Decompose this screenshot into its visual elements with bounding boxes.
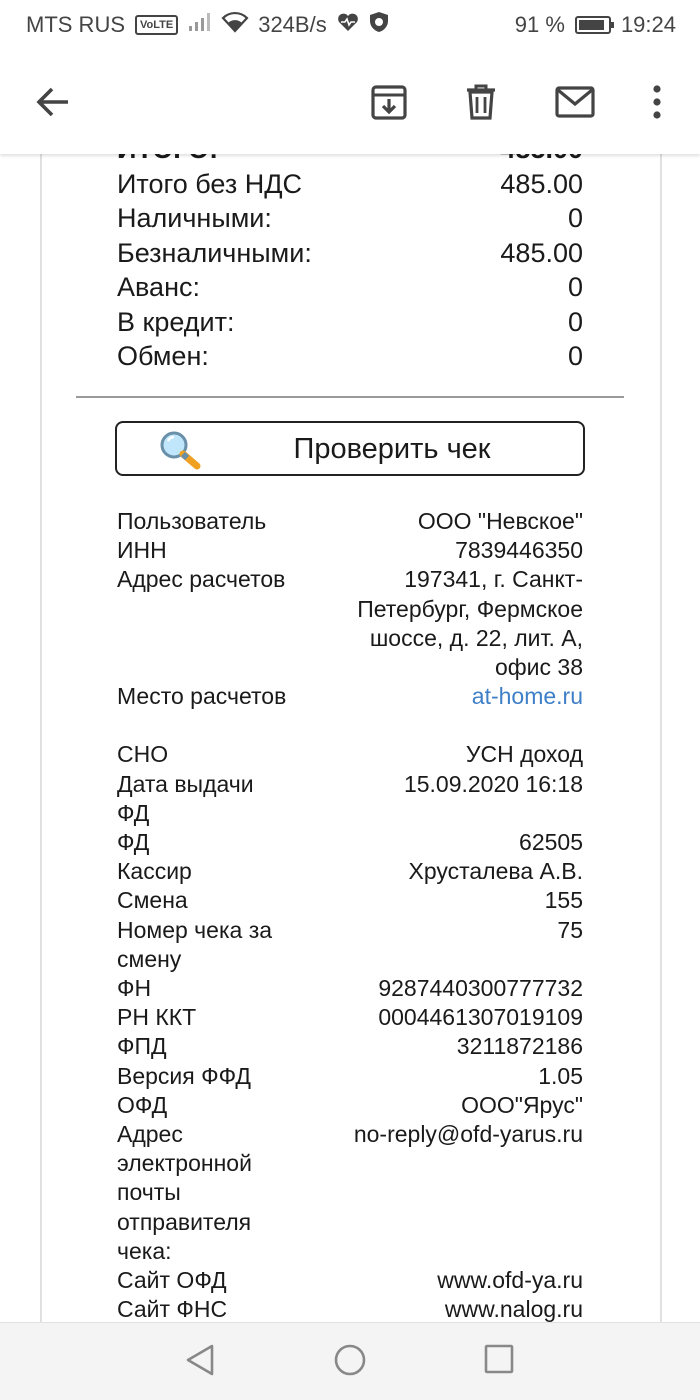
magnifier-icon <box>159 430 203 475</box>
detail-label: Адрес электронной почты отправителя чека: <box>117 1121 252 1264</box>
detail-label: ФПД <box>117 1033 167 1060</box>
more-vert-icon <box>652 85 662 119</box>
settlement-site-link[interactable]: at-home.ru <box>471 683 583 710</box>
detail-row <box>117 828 583 857</box>
detail-value: 3211872186 <box>456 1033 583 1060</box>
detail-row <box>117 974 583 1003</box>
detail-row <box>117 857 583 886</box>
status-bar <box>0 0 700 50</box>
total-no-vat-value: 485.00 <box>500 168 583 199</box>
detail-row <box>117 916 583 974</box>
network-speed: 324B/s <box>258 12 327 37</box>
detail-label: Версия ФФД <box>117 1062 251 1089</box>
detail-value: 7839446350 <box>455 537 583 564</box>
detail-value: ООО "Невское" <box>417 508 583 534</box>
detail-value: 75 <box>557 916 583 943</box>
cashless-row <box>117 236 583 271</box>
system-nav-bar <box>0 1322 700 1400</box>
battery-level <box>579 20 604 30</box>
detail-value: 155 <box>544 887 583 914</box>
exchange-row <box>117 339 583 374</box>
trash-icon <box>465 84 497 120</box>
home-circle-icon <box>333 1343 367 1377</box>
detail-value: 62505 <box>519 829 583 856</box>
detail-row <box>117 1032 583 1061</box>
totals-section <box>117 132 583 374</box>
detail-label: ОФД <box>117 1091 168 1118</box>
cashless-value: 485.00 <box>500 237 583 268</box>
detail-row <box>117 886 583 915</box>
cash-label: Наличными: <box>117 203 272 233</box>
delete-button[interactable] <box>450 50 512 154</box>
receipt-border-left <box>40 154 42 1322</box>
signal-icon <box>188 12 212 38</box>
detail-label: Кассир <box>117 858 192 885</box>
detail-row <box>117 565 583 682</box>
credit-row <box>117 305 583 340</box>
detail-value: www.nalog.ru <box>444 1296 583 1323</box>
credit-value: 0 <box>567 306 583 337</box>
carrier-name: MTS RUS <box>26 12 125 37</box>
health-icon <box>337 12 359 38</box>
back-arrow-icon <box>36 87 70 117</box>
shield-icon <box>369 11 389 39</box>
detail-value: 197341, г. Санкт-Петербург, Фермское шоссе, д. 22, лит. А, офис 38 <box>357 566 583 681</box>
clock: 19:24 <box>620 12 676 37</box>
detail-row <box>117 682 583 711</box>
detail-value: 9287440300777732 <box>378 975 583 1002</box>
cash-value: 0 <box>567 203 583 233</box>
detail-row <box>117 1062 583 1091</box>
back-triangle-icon <box>184 1343 216 1377</box>
detail-label: Пользователь <box>117 508 267 534</box>
detail-value: 1.05 <box>538 1062 583 1089</box>
nav-home-button[interactable] <box>333 1343 367 1382</box>
back-button[interactable] <box>22 50 84 154</box>
detail-label: Адрес расчетов <box>117 566 286 593</box>
wifi-icon <box>222 12 248 38</box>
mail-icon <box>555 86 595 118</box>
receipt-border-right <box>660 154 662 1322</box>
detail-label: Смена <box>117 887 188 914</box>
email-body[interactable] <box>0 154 700 1322</box>
advance-label: Аванс: <box>117 272 200 302</box>
check-receipt-label: Проверить чек <box>293 433 491 465</box>
cashless-label: Безналичными: <box>117 237 312 268</box>
status-left <box>26 11 389 39</box>
detail-row <box>117 740 583 769</box>
detail-label: Дата выдачи ФД <box>117 770 254 826</box>
archive-button[interactable] <box>358 50 420 154</box>
nav-recents-button[interactable] <box>483 1343 515 1380</box>
detail-row <box>117 507 583 536</box>
exchange-label: Обмен: <box>117 341 209 371</box>
detail-label: ФН <box>117 975 152 1002</box>
total-no-vat-row <box>117 167 583 202</box>
cash-row <box>117 201 583 236</box>
check-receipt-button[interactable] <box>115 421 585 476</box>
detail-value: ООО"Ярус" <box>461 1091 583 1118</box>
spacer <box>117 711 583 740</box>
detail-value: www.ofd-ya.ru <box>437 1267 583 1294</box>
advance-row <box>117 270 583 305</box>
battery-percent: 91 % <box>514 12 565 37</box>
detail-row <box>117 1295 583 1324</box>
advance-value: 0 <box>567 272 583 302</box>
detail-label: СНО <box>117 741 169 768</box>
detail-label: ИНН <box>117 537 167 564</box>
detail-label: Сайт ОФД <box>117 1267 227 1294</box>
detail-row <box>117 1091 583 1120</box>
detail-value: 0004461307019109 <box>378 1004 583 1031</box>
detail-label: ФД <box>117 829 150 856</box>
detail-row <box>117 1266 583 1295</box>
recents-square-icon <box>483 1343 515 1375</box>
exchange-value: 0 <box>567 341 583 371</box>
status-right <box>515 12 676 38</box>
detail-row <box>117 536 583 565</box>
more-options-button[interactable] <box>636 50 678 154</box>
total-no-vat-label: Итого без НДС <box>117 168 303 199</box>
nav-back-button[interactable] <box>184 1343 216 1382</box>
battery-icon <box>575 16 611 34</box>
detail-value: УСН доход <box>465 741 583 768</box>
detail-row <box>117 1120 583 1266</box>
volte-badge: VoLTE <box>135 15 178 35</box>
credit-label: В кредит: <box>117 306 235 337</box>
detail-value: Хрусталева А.В. <box>408 858 583 885</box>
section-divider <box>76 396 624 398</box>
detail-value: no-reply@ofd-yarus.ru <box>353 1121 583 1148</box>
receipt-details <box>117 507 583 1324</box>
detail-label: Сайт ФНС <box>117 1296 228 1323</box>
archive-icon <box>371 84 407 120</box>
detail-label: Номер чека за смену <box>117 916 273 972</box>
mark-unread-button[interactable] <box>544 50 606 154</box>
detail-value: 15.09.2020 16:18 <box>403 770 583 797</box>
detail-label: Место расчетов <box>117 683 287 710</box>
app-bar <box>0 50 700 154</box>
detail-label: РН ККТ <box>117 1004 197 1031</box>
detail-row <box>117 770 583 828</box>
detail-row <box>117 1003 583 1032</box>
